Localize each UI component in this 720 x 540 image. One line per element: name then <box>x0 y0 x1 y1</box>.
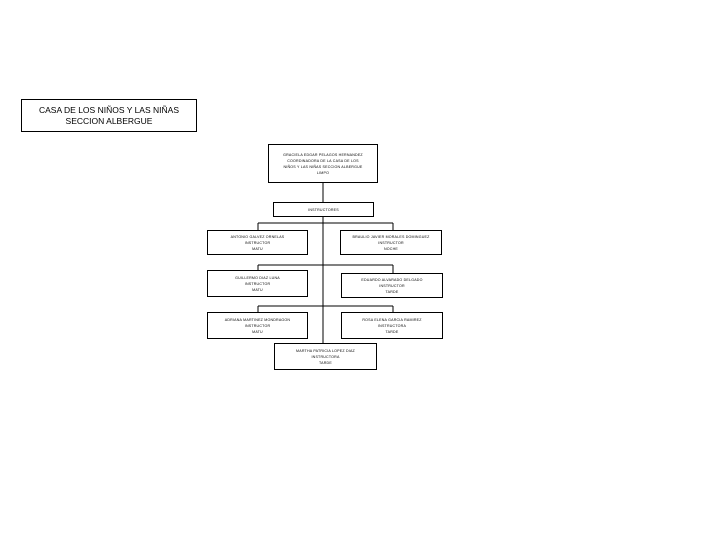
instructor-shift: MATU <box>252 287 263 292</box>
instructor-shift: TARDE <box>319 360 332 365</box>
org-subtitle: SECCION ALBERGUE <box>65 115 153 126</box>
instructores-node <box>273 202 374 217</box>
instructor-name: GUILLERMO DIAZ LUNA <box>235 275 280 280</box>
instructor-node-bottom <box>274 343 377 370</box>
instructor-role: INSTRUCTORA <box>377 323 407 328</box>
instructor-name: ROSA ELENA GARCIA RAMIREZ <box>362 317 422 322</box>
instructor-shift: MATU <box>252 246 263 251</box>
director-shift: LIMPO <box>316 170 330 175</box>
instructor-node-right-1 <box>340 230 442 255</box>
instructor-node-right-3 <box>341 312 443 339</box>
instructor-role: INSTRUCTOR <box>244 323 271 328</box>
instructor-node-left-3 <box>207 312 308 339</box>
instructor-name: ADRIANA MARTINEZ MONDRAGON <box>224 317 291 322</box>
instructor-name: EDUARDO ALVARADO DELGADO <box>361 277 423 282</box>
instructor-node-right-2 <box>341 273 443 298</box>
instructor-role: INSTRUCTOR <box>379 283 405 288</box>
instructor-shift: TARDE <box>385 289 399 294</box>
director-name: GRACIELA EDGAR PELAGOS HERNANDEZ <box>283 152 363 157</box>
instructor-node-left-1 <box>207 230 308 255</box>
instructor-name: ANTONIO GALVEZ ORNELAS <box>230 234 285 239</box>
instructor-shift: NOCHE <box>384 246 398 251</box>
instructor-name: BRAULIO JAVIER MORALES DOMINGUEZ <box>352 234 430 239</box>
instructor-shift: TARDE <box>385 329 399 334</box>
org-title: CASA DE LOS NIÑOS Y LAS NIÑAS <box>39 104 179 115</box>
instructor-role: INSTRUCTOR <box>244 281 271 286</box>
director-role: COORDINADORA DE LA CASA DE LOS <box>287 158 359 163</box>
instructor-role: INSTRUCTOR <box>378 240 404 245</box>
director-node <box>268 144 378 183</box>
instructor-name: MARTHA PATRICIA LOPEZ DIAZ <box>296 348 355 353</box>
instructor-role: INSTRUCTOR <box>244 240 271 245</box>
instructor-shift: MATU <box>252 329 263 334</box>
instructor-role: INSTRUCTORA <box>311 354 340 359</box>
instructores-label: INSTRUCTORES <box>308 207 339 212</box>
director-role-cont: NIÑOS Y LAS NIÑAS SECCION ALBERGUE <box>283 164 363 169</box>
instructor-node-left-2 <box>207 270 308 297</box>
